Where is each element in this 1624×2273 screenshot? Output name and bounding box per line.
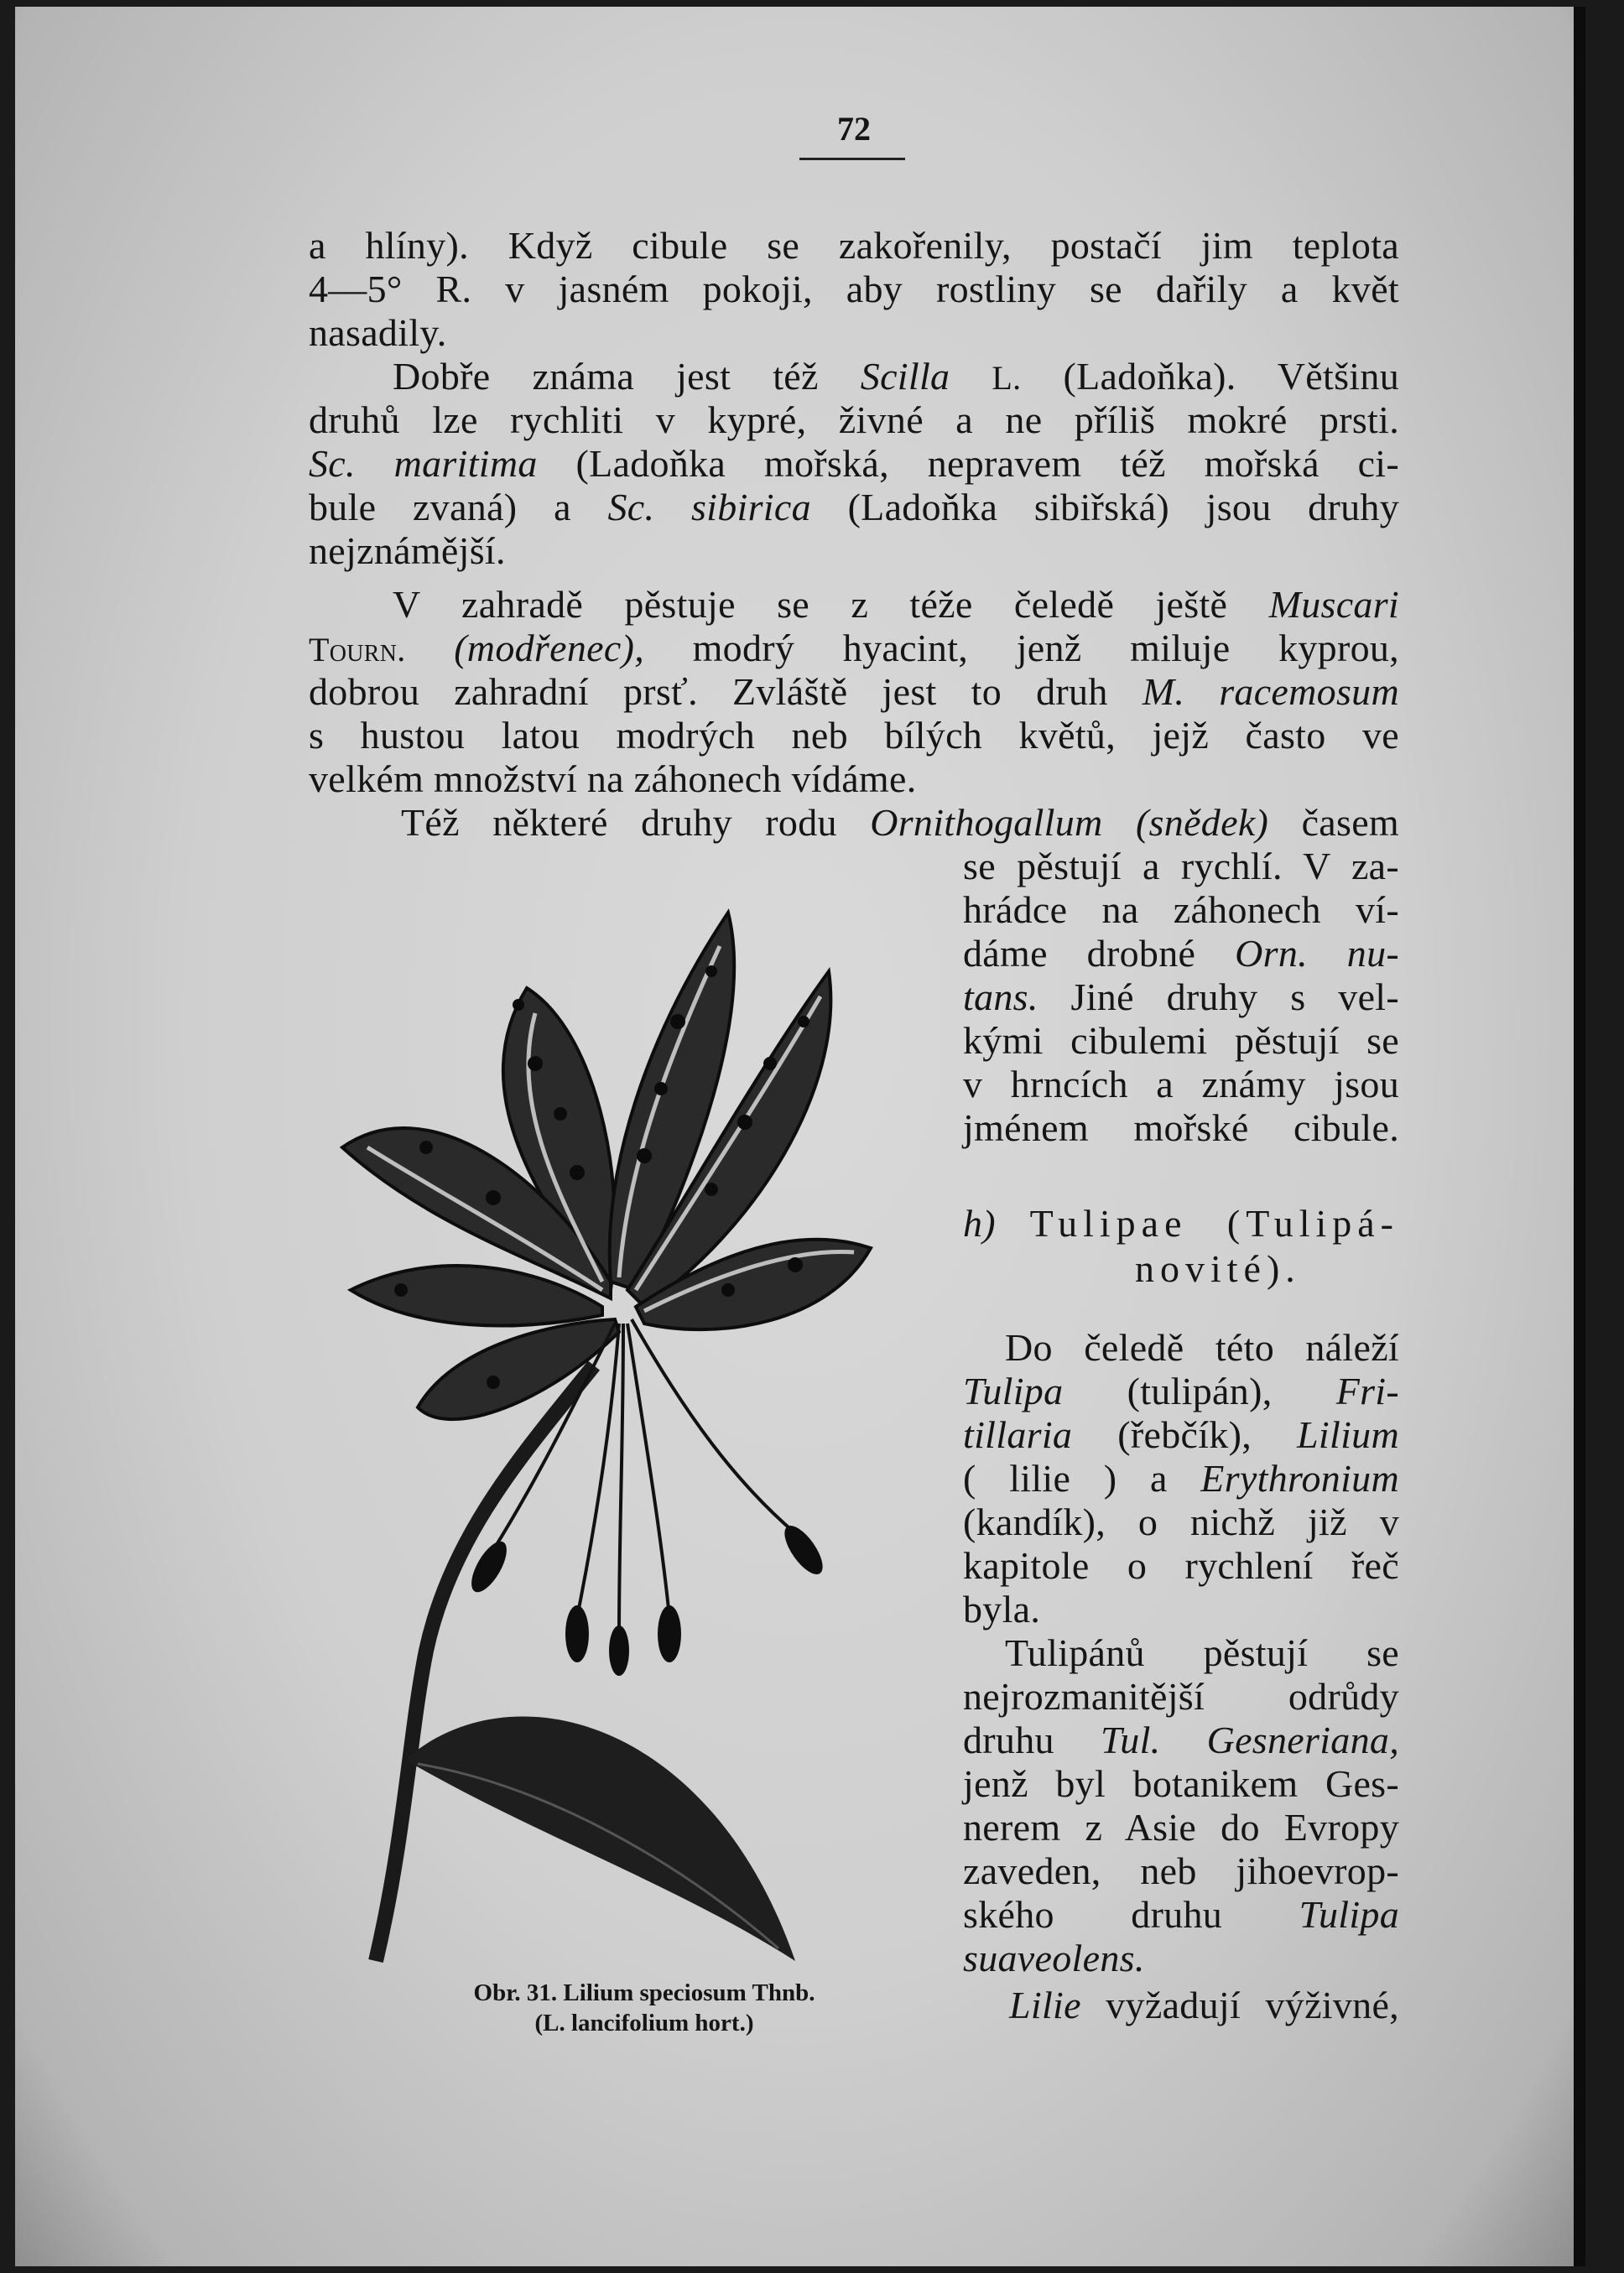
text-segment: zaveden, neb jihoevrop- bbox=[963, 1849, 1399, 1892]
text-line bbox=[309, 267, 1399, 312]
text-line bbox=[963, 1892, 1399, 1938]
text-line bbox=[963, 1412, 1399, 1458]
text-line bbox=[309, 223, 1399, 268]
text-line bbox=[963, 975, 1399, 1020]
text-segment: bule zvaná) a bbox=[309, 486, 608, 528]
text-segment: Sc. sibirica bbox=[607, 486, 811, 528]
text-line bbox=[963, 1543, 1399, 1589]
text-segment: byla. bbox=[963, 1588, 1041, 1631]
figure-caption-line-1: Obr. 31. Lilium speciosum Thnb. bbox=[473, 1979, 815, 2006]
text-segment: Do čeledě této náleží bbox=[1005, 1326, 1399, 1369]
text-segment: dobrou zahradní prsť. Zvláště jest to druh bbox=[309, 670, 1143, 713]
text-segment: novité). bbox=[1135, 1247, 1301, 1290]
text-line bbox=[963, 1718, 1399, 1763]
text-segment: L. bbox=[992, 359, 1022, 397]
text-segment: Tulipa bbox=[963, 1370, 1064, 1412]
text-segment: vyžadují výživné, bbox=[1080, 1984, 1399, 2026]
text-segment: s hustou latou modrých neb bílých květů, jejž často ve bbox=[309, 714, 1399, 757]
figure-caption-line-2: (L. lancifolium hort.) bbox=[534, 2010, 754, 2036]
text-segment: Lilium bbox=[1297, 1413, 1399, 1456]
text-line bbox=[309, 310, 447, 356]
text-segment: Jiné druhy s vel- bbox=[1038, 975, 1399, 1018]
text-segment: (kandík), o nichž již v bbox=[963, 1501, 1399, 1543]
text-segment: ského druhu bbox=[963, 1893, 1299, 1936]
text-segment: (tulipán), bbox=[1063, 1370, 1336, 1412]
lily-illustration bbox=[325, 896, 929, 1969]
text-segment: nejznámější. bbox=[309, 529, 506, 572]
text-segment: Sc. maritima bbox=[309, 442, 538, 485]
text-segment: h) bbox=[963, 1202, 996, 1245]
text-line bbox=[309, 398, 1399, 443]
text-segment: (Ladoňka sibiřská) jsou druhy bbox=[810, 486, 1400, 528]
text-segment: jménem mořské cibule. bbox=[963, 1106, 1399, 1149]
text-segment: nerem z Asie do Evropy bbox=[963, 1806, 1399, 1849]
text-segment: Tulipánů pěstují se bbox=[1005, 1631, 1399, 1674]
text-line bbox=[309, 441, 1399, 486]
text-segment: Tourn. bbox=[309, 631, 406, 668]
text-segment bbox=[950, 355, 992, 398]
text-segment: jenž byl botanikem Ges- bbox=[963, 1762, 1399, 1805]
text-line bbox=[1009, 1983, 1399, 2028]
text-line bbox=[963, 1201, 1399, 1246]
book-page bbox=[15, 7, 1585, 2266]
text-segment: V zahradě pěstuje se z téže čeledě ještě bbox=[393, 583, 1269, 626]
text-segment: M. racemosum bbox=[1142, 670, 1399, 713]
text-line bbox=[963, 1587, 1040, 1632]
text-line bbox=[393, 582, 1399, 627]
text-line bbox=[1005, 1325, 1399, 1371]
text-line bbox=[963, 887, 1399, 933]
text-line bbox=[963, 1761, 1399, 1807]
text-segment: Tulipa bbox=[1299, 1893, 1399, 1936]
text-segment: druhů lze rychliti v kypré, živné a ne příliš mokré prsti. bbox=[309, 398, 1399, 441]
text-segment: 4—5° R. v jasném pokoji, aby rostliny se dařily a květ bbox=[309, 268, 1399, 310]
text-line bbox=[1135, 1246, 1301, 1292]
text-segment: tans. bbox=[963, 975, 1038, 1018]
text-segment: a hlíny). Když cibule se zakořenily, postačí jim teplota bbox=[309, 224, 1399, 267]
figure-caption bbox=[384, 1978, 904, 2038]
text-segment: Scilla bbox=[860, 355, 950, 398]
text-line bbox=[963, 1936, 1145, 1981]
text-segment: (Ladoňka mořská, nepravem též mořská ci- bbox=[537, 442, 1399, 485]
text-line bbox=[963, 1456, 1399, 1501]
text-segment: druhu bbox=[963, 1719, 1101, 1761]
text-segment: Tulipae (Tulipá- bbox=[1029, 1202, 1399, 1245]
text-line bbox=[393, 354, 1399, 401]
text-segment: ( lilie ) a bbox=[963, 1457, 1201, 1500]
text-segment: (Ladoňka). Většinu bbox=[1021, 355, 1399, 398]
text-segment bbox=[406, 627, 455, 669]
text-line bbox=[309, 528, 506, 574]
text-segment bbox=[1103, 801, 1136, 844]
text-segment: Ornithogallum bbox=[870, 801, 1103, 844]
text-segment: nejrozmanitější odrůdy bbox=[963, 1675, 1399, 1718]
text-line bbox=[309, 757, 917, 802]
text-segment: (modřenec), bbox=[454, 627, 644, 669]
text-segment: kými cibulemi pěstují se bbox=[963, 1019, 1399, 1062]
text-segment: tillaria bbox=[963, 1413, 1073, 1456]
page-number: 72 bbox=[837, 110, 871, 148]
text-segment: (řebčík), bbox=[1072, 1413, 1298, 1456]
text-line bbox=[309, 485, 1399, 530]
text-line bbox=[963, 844, 1399, 889]
text-line bbox=[309, 669, 1399, 715]
text-line bbox=[963, 1500, 1399, 1545]
text-segment: časem bbox=[1268, 801, 1399, 844]
text-segment: Lilie bbox=[1009, 1984, 1081, 2026]
text-line bbox=[963, 1805, 1399, 1850]
text-segment: Orn. nu- bbox=[1235, 932, 1400, 975]
text-segment: dáme drobné bbox=[963, 932, 1236, 975]
text-line bbox=[963, 931, 1399, 976]
text-segment: se pěstují a rychlí. V za- bbox=[963, 845, 1399, 887]
text-segment: modrý hyacint, jenž miluje kyprou, bbox=[644, 627, 1399, 669]
text-segment: (snědek) bbox=[1135, 801, 1269, 844]
page-number-rule bbox=[799, 158, 905, 160]
text-segment bbox=[996, 1202, 1030, 1245]
text-line bbox=[963, 1018, 1399, 1064]
text-segment: nasadily. bbox=[309, 311, 447, 354]
text-segment: Tul. Gesneriana, bbox=[1100, 1719, 1400, 1761]
text-line bbox=[963, 1849, 1399, 1894]
text-line bbox=[963, 1062, 1399, 1107]
text-segment: v hrncích a známy jsou bbox=[963, 1063, 1399, 1105]
text-segment: hrádce na záhonech ví- bbox=[963, 888, 1399, 931]
text-segment: Muscari bbox=[1268, 583, 1399, 626]
text-line bbox=[309, 626, 1399, 673]
text-line bbox=[963, 1674, 1399, 1719]
text-line bbox=[963, 1105, 1399, 1151]
text-segment: suaveolens. bbox=[963, 1937, 1145, 1979]
text-segment: Též některé druhy rodu bbox=[401, 801, 871, 844]
text-segment: velkém množství na záhonech vídáme. bbox=[309, 757, 917, 800]
text-line bbox=[963, 1369, 1399, 1414]
text-line bbox=[401, 800, 1399, 845]
text-segment: Dobře známa jest též bbox=[393, 355, 861, 398]
text-line bbox=[309, 713, 1399, 758]
text-segment: Fri- bbox=[1335, 1370, 1399, 1412]
text-segment: Erythronium bbox=[1200, 1457, 1399, 1500]
text-line bbox=[1005, 1631, 1399, 1676]
text-segment: kapitole o rychlení řeč bbox=[963, 1544, 1399, 1587]
